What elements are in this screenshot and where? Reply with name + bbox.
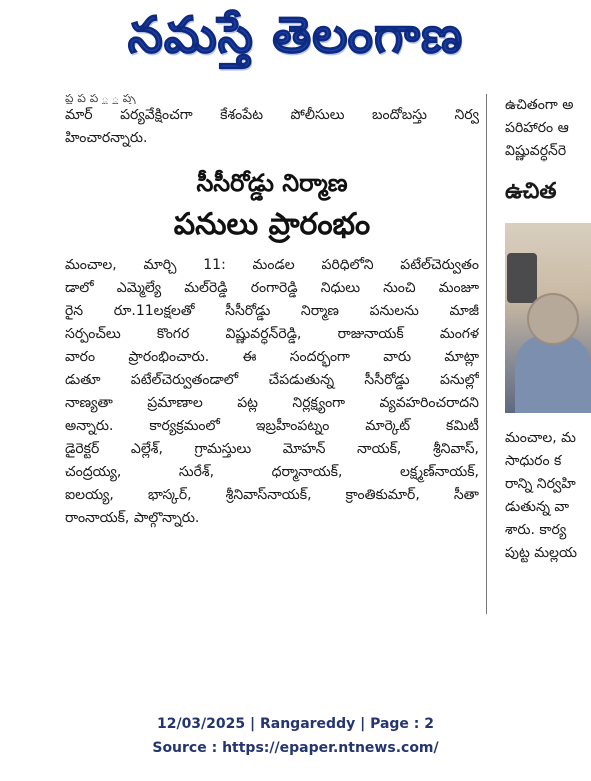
right-subheading: ఉచిత	[505, 179, 557, 204]
cut-off-text-line: ప్ల ప ప ్జ ్ల ప్ప	[65, 94, 136, 104]
article-line: సర్పంచ్‌లు కొంగర విష్ణువర్ధన్‌రెడ్డి, రాజునాయక్ మంగళ	[65, 326, 479, 342]
newspaper-logo-title: నమస్తే తెలంగాణ	[127, 5, 464, 64]
photo-person-head	[527, 293, 579, 345]
headline-line-1: సీసీరోడ్డు నిర్మాణ	[196, 169, 348, 197]
right-body-line: డుతున్న వా	[505, 499, 570, 515]
footer-source-link[interactable]: Source : https://epaper.ntnews.com/	[152, 740, 439, 756]
right-column-article	[505, 94, 591, 614]
page-footer	[0, 712, 591, 760]
right-body-line: రాన్ని నిర్వహి	[505, 476, 576, 492]
article-line: వారం ప్రారంభించారు. ఈ సందర్భంగా వారు మాట్లా	[65, 349, 479, 365]
article-line: ఐలయ్య, భాస్కర్, శ్రీనివాస్‌నాయక్, క్రాంతికుమార్, సీతా	[65, 487, 479, 503]
column-divider	[486, 94, 487, 614]
article-line: అన్నారు. కార్యక్రమంలో ఇబ్రహీంపట్నం మార్కెట్ కమిటీ	[65, 418, 479, 434]
left-column-article	[65, 94, 479, 614]
article-line: నాణ్యతా ప్రమాణాల పట్ల నిర్లక్ష్యంగా వ్యవహరించరాదని	[65, 395, 479, 411]
article-line: డుతూ పటేల్‌చెర్వుతండాలో చేపడుతున్న సీసీరోడ్డు పనుల్లో	[65, 372, 479, 388]
right-body-line: మంచాల, మ	[505, 430, 576, 446]
photo-person-body	[515, 335, 591, 413]
article-body	[65, 254, 479, 530]
footer-date-edition: 12/03/2025 | Rangareddy | Page : 2	[156, 716, 435, 732]
article-line: డాలో ఎమ్మెల్యే మల్‌రెడ్డి రంగారెడ్డి నిధులు నుంచి మంజూ	[65, 280, 479, 296]
right-body-line: పుట్ట మల్లయ	[505, 545, 577, 561]
intro-line: హించారన్నారు.	[65, 130, 148, 146]
right-body-line: శారు. కార్య	[505, 522, 567, 538]
right-top-line: విష్ణువర్ధన్‌రె	[505, 143, 567, 159]
right-body-line: సాధురం క	[505, 453, 562, 469]
article-line: చంద్రయ్య, సురేశ్, ధర్మానాయక్, లక్ష్మణ్‌నాయక్,	[65, 464, 479, 480]
headline-line-2: పనులు ప్రారంభం	[173, 207, 371, 242]
right-body	[505, 427, 591, 565]
right-top-line: ఉచితంగా అ	[505, 97, 574, 113]
article-line: డైరెక్టర్ ఎల్లేశ్, గ్రామస్తులు మోహన్ నాయక్, శ్రీనివాస్,	[65, 441, 479, 457]
article-line: రాంనాయక్, పాల్గొన్నారు.	[65, 510, 200, 526]
article-line: మంచాల, మార్చి 11: మండల పరిధిలోని పటేల్‌చెర్వుతం	[65, 257, 479, 273]
masthead	[0, 0, 591, 82]
article-photo	[505, 223, 591, 413]
right-top-line: పరిహారం ఆ	[505, 120, 569, 136]
photo-machine-shape	[507, 253, 537, 303]
intro-line: మార్ పర్యవేక్షించగా కేశంపేట పోలీసులు బందోబస్తు నిర్వ	[65, 107, 479, 123]
article-line: రైన రూ.11లక్షలతో సీసీరోడ్డు నిర్మాణ పనులను మాజీ	[65, 303, 479, 319]
